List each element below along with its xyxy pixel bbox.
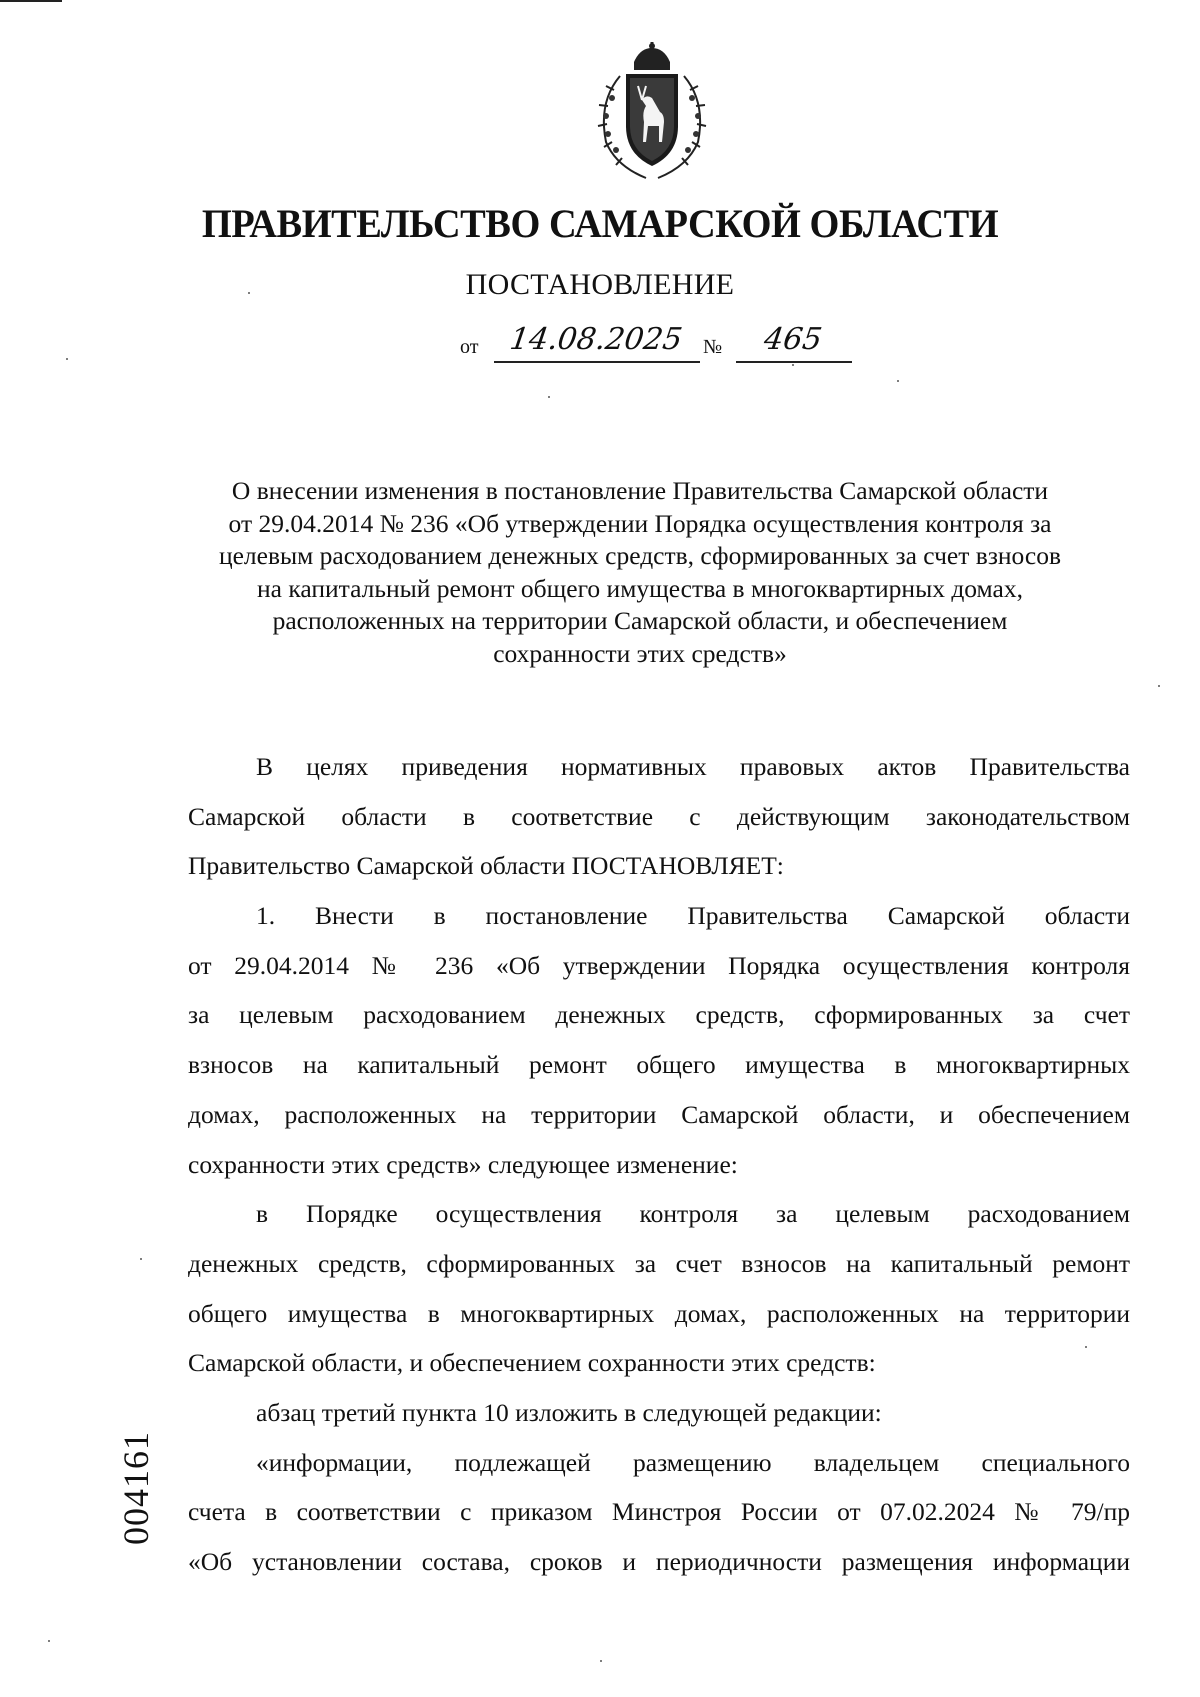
body-line: В целях приведения нормативных правовых актов Правительства bbox=[256, 752, 1130, 781]
body-line: Самарской области, и обеспечением сохранности этих средств: bbox=[188, 1348, 876, 1378]
body-line: общего имущества в многоквартирных домах, расположенных на территории bbox=[188, 1298, 1130, 1328]
scan-speck bbox=[1158, 685, 1160, 687]
date-number-line bbox=[460, 320, 880, 366]
body-line: в Порядке осуществления контроля за целевым расходованием bbox=[256, 1199, 1130, 1229]
organization-title: ПРАВИТЕЛЬСТВО САМАРСКОЙ ОБЛАСТИ bbox=[201, 201, 999, 246]
date-prefix: от bbox=[460, 336, 479, 358]
subject-line: на капитальный ремонт общего имущества в многоквартирных домах, bbox=[257, 573, 1023, 603]
body-line: счета в соответствии с приказом Минстроя России от 07.02.2024 № 79/пр bbox=[188, 1497, 1130, 1527]
body-line: Самарской области в соответствие с действующим законодательством bbox=[188, 801, 1130, 831]
subject-line: целевым расходованием денежных средств, сформированных за счет взносов bbox=[218, 541, 1062, 570]
subject-line: О внесении изменения в постановление Правительства Самарской области bbox=[231, 476, 1049, 505]
body-line: денежных средств, сформированных за счет взносов на капитальный ремонт bbox=[188, 1248, 1130, 1278]
body-line: Правительство Самарской области ПОСТАНОВЛЯЕТ: bbox=[188, 851, 784, 881]
number-prefix: № bbox=[703, 336, 723, 358]
body-line: от 29.04.2014 № 236 «Об утверждении Порядка осуществления контроля bbox=[188, 950, 1130, 980]
body-line: абзац третий пункта 10 изложить в следующей редакции: bbox=[256, 1397, 882, 1427]
scan-speck bbox=[600, 1660, 602, 1662]
body-line: сохранности этих средств» следующее изменение: bbox=[188, 1149, 738, 1179]
document-type: ПОСТАНОВЛЕНИЕ bbox=[465, 268, 735, 301]
subject-line: сохранности этих средств» bbox=[493, 638, 787, 668]
subject-line: расположенных на территории Самарской области, и обеспечением bbox=[272, 606, 1008, 635]
body-line: домах, расположенных на территории Самарской области, и обеспечением bbox=[188, 1099, 1130, 1129]
handwritten-number: 465 bbox=[761, 322, 825, 357]
scan-speck bbox=[66, 358, 68, 360]
scan-corner-mark bbox=[0, 0, 62, 2]
scan-speck bbox=[1085, 1346, 1087, 1348]
side-registration-number: 004161 bbox=[116, 1431, 156, 1545]
document-subject bbox=[150, 475, 1130, 670]
date-underline bbox=[494, 361, 700, 363]
scan-speck bbox=[140, 1258, 142, 1260]
handwritten-date: 14.08.2025 bbox=[507, 322, 685, 357]
coat-of-arms-emblem bbox=[590, 42, 714, 184]
body-line: взносов на капитальный ремонт общего имущества в многоквартирных bbox=[188, 1050, 1130, 1080]
body-line: за целевым расходованием денежных средств, сформированных за счет bbox=[188, 1000, 1130, 1030]
body-line: «информации, подлежащей размещению владельцем специального bbox=[256, 1447, 1130, 1477]
scan-speck bbox=[48, 1640, 50, 1642]
body-line: «Об установлении состава, сроков и периодичности размещения информации bbox=[188, 1547, 1130, 1576]
document-body bbox=[188, 742, 1130, 1587]
body-line: 1. Внести в постановление Правительства Самарской области bbox=[256, 901, 1130, 931]
subject-line: от 29.04.2014 № 236 «Об утверждении Порядка осуществления контроля за bbox=[228, 508, 1052, 538]
scan-speck bbox=[248, 292, 250, 294]
scan-speck bbox=[792, 364, 794, 366]
number-underline bbox=[736, 361, 852, 363]
scan-speck bbox=[897, 380, 899, 382]
scan-speck bbox=[548, 396, 550, 398]
